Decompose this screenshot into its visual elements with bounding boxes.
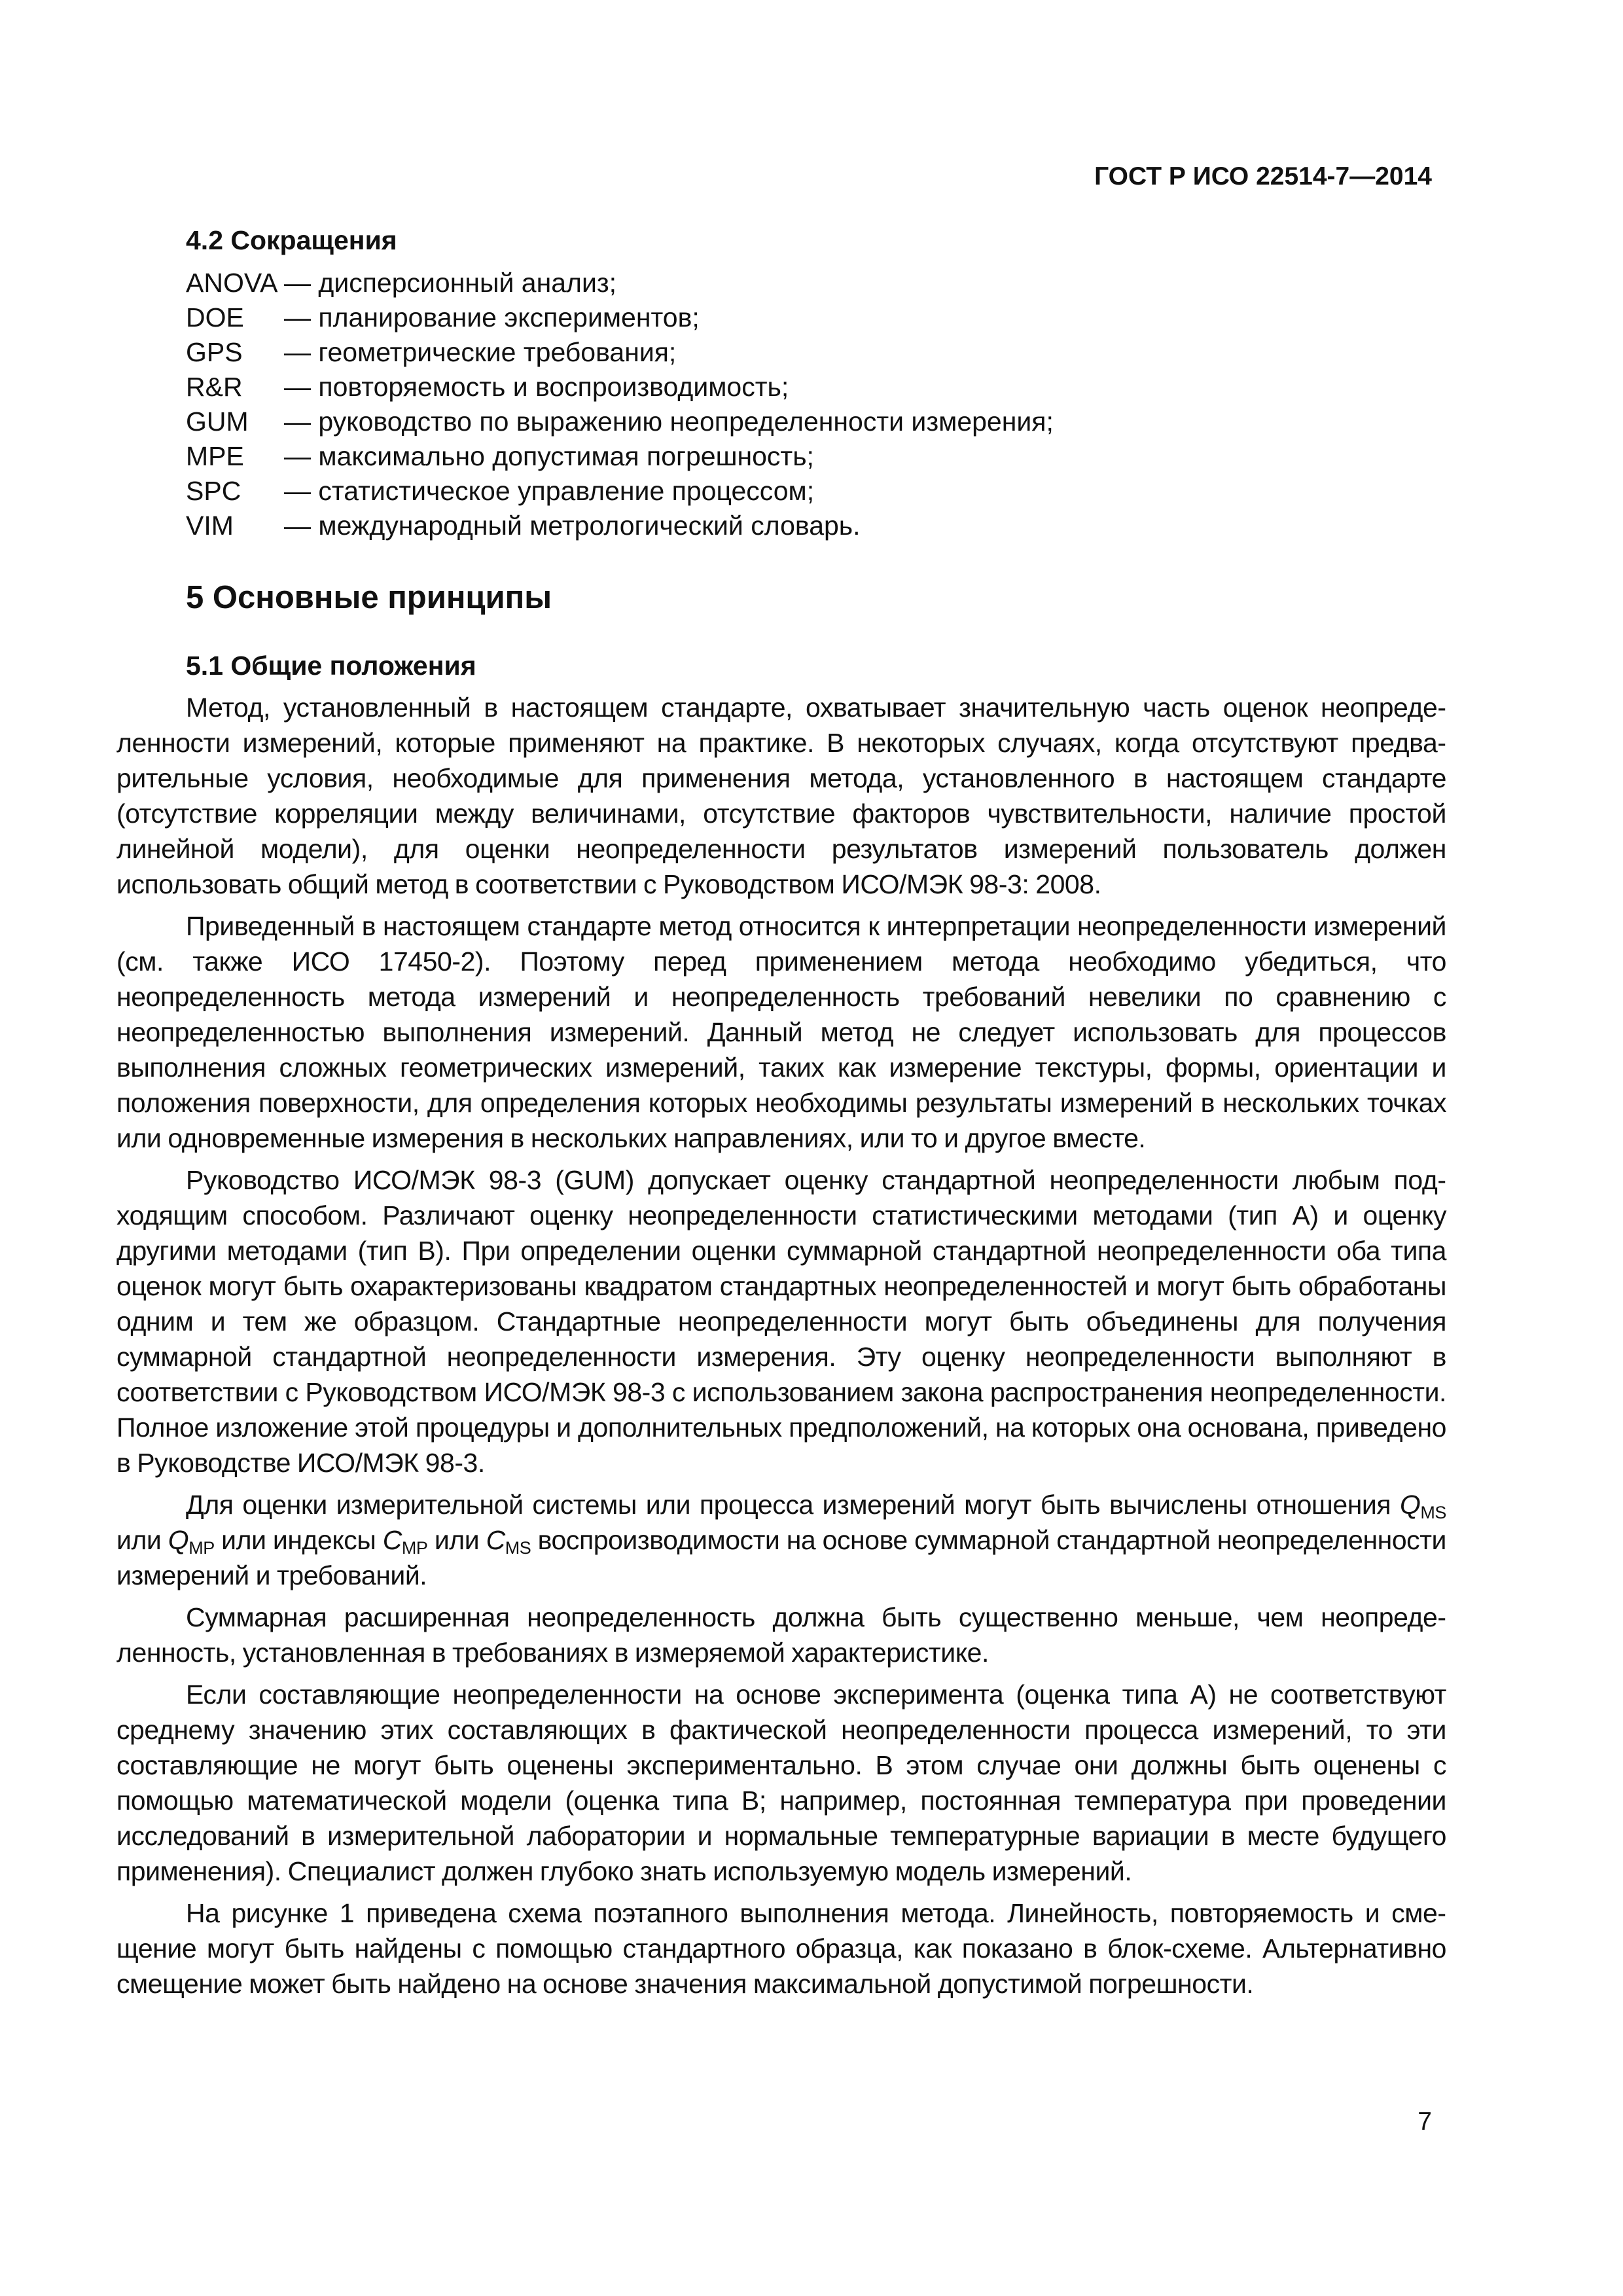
paragraph-text: или — [116, 1525, 168, 1555]
standard-id: ГОСТ Р ИСО 22514-7—2014 — [1094, 162, 1432, 190]
abbreviation-description: — повторяемость и воспроизводимость; — [284, 372, 789, 402]
variable-symbol: C — [486, 1525, 505, 1555]
abbreviation-code: VIM — [186, 511, 234, 541]
abbreviation-row — [186, 335, 1446, 370]
abbreviation-description: — статистическое управление процессом; — [284, 476, 815, 506]
variable-subscript: MP — [401, 1538, 428, 1558]
abbreviation-list — [186, 266, 1446, 543]
abbreviation-description: — дисперсионный анализ; — [284, 268, 617, 298]
abbreviation-code: GPS — [186, 337, 243, 367]
page-content — [116, 223, 1446, 2008]
body-paragraph-indices — [116, 1487, 1446, 1593]
paragraph-text: воспроизводимости на основе суммарной стандартной неопределенности измерений и требований. — [116, 1525, 1447, 1590]
body-paragraph: Суммарная расширенная неопределенность должна быть существенно меньше, чем неопределенность, установленная в требованиях в измеряемой характеристике. — [116, 1602, 1446, 1668]
abbreviation-description: — геометрические требования; — [284, 337, 677, 367]
variable-symbol: C — [382, 1525, 402, 1555]
variable-subscript: MP — [188, 1538, 215, 1558]
abbreviation-row — [186, 370, 1446, 404]
body-paragraph: Руководство ИСО/МЭК 98-3 (GUM) допускает оценку стандартной неопределенности любым подходящим способом. Различают оценку неопределенности статистическими методами (тип А) и оценку другими методами (тип В). При определении оценки суммарной стандартной неопределенности оба типа оценок могут быть охарактеризованы квадратом стандартных неопределенностей и могут быть обработаны одним и тем же образцом. Стандартные неопределенности могут быть объединены для получения суммарной стандартной неопределенности измерения. Эту оценку неопределенности выполняют в соответствии с Руководством ИСО/МЭК 98-3 с использованием закона распространения неопределенности. Полное изложение этой процедуры и дополнительных предположений, на которых она основана, приведено в Руководстве ИСО/МЭК 98-3. — [116, 1165, 1446, 1478]
variable-q-ms — [1400, 1490, 1420, 1520]
abbreviation-row — [186, 509, 1446, 543]
paragraph-text: Для оценки измерительной системы или процесса измерений могут быть вычислены отношения — [186, 1490, 1400, 1520]
paragraph-text: или индексы — [214, 1525, 383, 1555]
section-5-1-heading: 5.1 Общие положения — [186, 651, 476, 681]
abbreviation-description: — руководство по выражению неопределенности измерения; — [284, 406, 1054, 437]
section-4-2-heading: 4.2 Сокращения — [186, 225, 397, 255]
variable-symbol: Q — [1399, 1490, 1421, 1520]
abbreviation-code: ANOVA — [186, 268, 278, 298]
abbreviation-row — [186, 404, 1446, 439]
variable-symbol: Q — [168, 1525, 189, 1555]
body-paragraph: Если составляющие неопределенности на основе эксперимента (оценка типа А) не соответствуют среднему значению этих составляющих в фактической неопределенности процесса измерений, то эти составляющие не могут быть оценены экспериментально. В этом случае они должны быть оценены с помощью математической модели (оценка типа В; например, постоянная температура при проведении исследований в измерительной лаборатории и нормальные температурные вариации в месте будущего применения). Специалист должен глубоко знать используемую модель измерений. — [116, 1679, 1446, 1886]
abbreviation-row — [186, 266, 1446, 300]
variable-q-mp — [168, 1525, 188, 1555]
page-number: 7 — [1418, 2108, 1432, 2136]
paragraph-text: или — [427, 1525, 486, 1555]
variable-c-mp — [383, 1525, 402, 1555]
abbreviation-description: — максимально допустимая погрешность; — [284, 441, 814, 471]
variable-c-ms — [486, 1525, 505, 1555]
variable-subscript: MS — [505, 1538, 531, 1558]
abbreviation-code: DOE — [186, 302, 244, 332]
abbreviation-code: GUM — [186, 406, 249, 437]
body-paragraph: Приведенный в настоящем стандарте метод относится к интерпретации неопределенности измерений (см. также ИСО 17450-2). Поэтому перед применением метода необходимо убедиться, что неопределенность метода измерений и неопределенность требований невелики по сравнению с неопределенностью выполнения измерений. Данный метод не следует использовать для процессов выполнения сложных геометрических измерений, таких как измерение текстуры, формы, ориентации и положения поверхности, для определения которых необходимы результаты измерений в нескольких точках или одновременные измерения в нескольких направлениях, или то и другое вместе. — [116, 911, 1446, 1153]
abbreviation-row — [186, 474, 1446, 509]
abbreviation-code: SPC — [186, 476, 241, 506]
abbreviation-description: — планирование экспериментов; — [284, 302, 700, 332]
section-5-heading: 5 Основные принципы — [186, 580, 552, 615]
abbreviation-code: R&R — [186, 372, 243, 402]
abbreviation-code: MPE — [186, 441, 244, 471]
abbreviation-row — [186, 300, 1446, 335]
body-paragraph: На рисунке 1 приведена схема поэтапного выполнения метода. Линейность, повторяемость и смещение могут быть найдены с помощью стандартного образца, как показано в блок-схеме. Альтернативно смещение может быть найдено на основе значения максимальной допустимой погрешности. — [116, 1898, 1446, 1999]
abbreviation-description: — международный метрологический словарь. — [284, 511, 861, 541]
body-paragraph: Метод, установленный в настоящем стандарте, охватывает значительную часть оценок неопределенности измерений, которые применяют на практике. В некоторых случаях, когда отсутствуют предварительные условия, необходимые для применения метода, установленного в настоящем стандарте (отсутствие корреляции между величинами, отсутствие факторов чувствительности, наличие простой линейной модели), для оценки неопределенности результатов измерений пользователь должен использовать общий метод в соответствии с Руководством ИСО/МЭК 98-3: 2008. — [116, 692, 1446, 899]
abbreviation-row — [186, 439, 1446, 474]
variable-subscript: MS — [1420, 1503, 1446, 1522]
